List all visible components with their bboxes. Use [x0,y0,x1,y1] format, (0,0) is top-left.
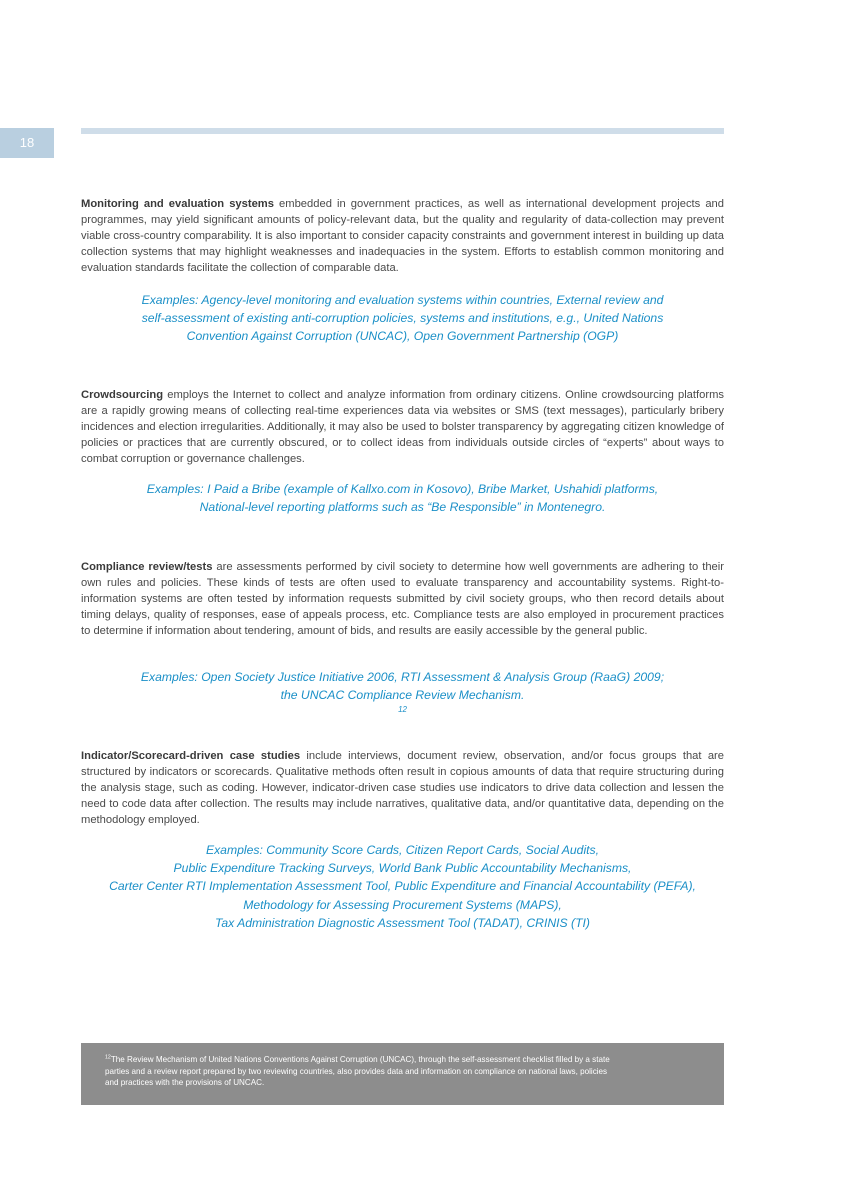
section-body [81,748,724,828]
footnote-line: and practices with the provisions of UNCAC. [105,1078,265,1088]
examples-block [81,291,724,346]
section-text: are assessments performed by civil society to determine how well governments are adhering to their own rules and policies. These kinds of tests are often used to evaluate transparency and accountability systems. Right-to-information systems are often tested by information requests submitted by civil society groups, who then record details about timing delays, quality of responses, ease of appeals process, etc. Compliance tests are also employed in procurement practices to determine if information about tendering, amount of bids, and results are easily accessible by the general public. [81,561,724,637]
example-line-text: the UNCAC Compliance Review Mechanism. [280,688,525,703]
header-rule [81,128,724,134]
example-line [81,686,724,722]
footnote-line: parties and a review report prepared by two reviewing countries, also provides data and information on compliance on national laws, policies [105,1066,608,1076]
example-line: Examples: Agency-level monitoring and evaluation systems within countries, External review and [141,293,664,307]
footnote-text: The Review Mechanism of United Nations Conventions Against Corruption (UNCAC), through the self-assessment checklist filled by a state [110,1055,610,1064]
section-body [81,196,724,276]
example-line: Convention Against Corruption (UNCAC), Open Government Partnership (OGP) [186,329,619,344]
example-line: Examples: Open Society Justice Initiative 2006, RTI Assessment & Analysis Group (RaaG) 2009; [140,670,665,684]
section-term: Monitoring and evaluation systems [81,198,274,210]
examples-compliance-review [81,668,724,723]
example-line: National-level reporting platforms such as “Be Responsible” in Montenegro. [199,500,606,515]
section-indicator-scorecard [81,748,724,828]
section-term: Indicator/Scorecard-driven case studies [81,750,301,762]
example-line: self-assessment of existing anti-corruption policies, systems and institutions, e.g., United Nations [141,311,664,326]
example-line: Tax Administration Diagnostic Assessment Tool (TADAT), CRINIS (TI) [215,915,590,930]
example-line: Public Expenditure Tracking Surveys, World Bank Public Accountability Mechanisms, [173,861,632,876]
page-number: 18 [0,128,54,158]
examples-block [81,668,724,723]
section-text: include interviews, document review, observation, and/or focus groups that are structured by indicators or scorecards. Qualitative methods often result in copious amounts of data that require structuring during the analysis stage, such as coding. However, indicator-driven case studies use indicators to drive data collection and lessen the need to code data after collection. The results may include narratives, qualitative data, and/or quantitative data, depending on the methodology employed. [81,750,724,826]
footnote-line [105,1054,700,1066]
examples-crowdsourcing [81,480,724,516]
example-line: Examples: Community Score Cards, Citizen Report Cards, Social Audits, [205,843,600,857]
example-line: Examples: I Paid a Bribe (example of Kallxo.com in Kosovo), Bribe Market, Ushahidi platforms, [146,482,659,496]
section-crowdsourcing [81,387,724,467]
section-text: embedded in government practices, as well as international development projects and programmes, may yield significant amounts of policy-relevant data, but the quality and regularity of data-collection may prevent viable cross-country comparability. It is also important to consider capacity constraints and government interest in building up data collection systems that may highlight weaknesses and inadequacies in the system. Efforts to establish common monitoring and evaluation standards facilitate the collection of comparable data. [81,198,724,274]
example-line: Methodology for Assessing Procurement Systems (MAPS), [243,897,562,912]
examples-block [81,480,724,516]
section-text: employs the Internet to collect and analyze information from ordinary citizens. Online crowdsourcing platforms are a rapidly growing means of collecting real-time experiences data via websites or SMS (text messages), particularly bribery incidences and election irregularities. Additionally, it may also be used to bolster transparency by aggregating citizen knowledge of policies or practices that are currently obscured, or to collect ideas from individuals outside circles of “experts” about ways to combat corruption or governance challenges. [81,389,724,465]
section-term: Crowdsourcing [81,389,164,401]
section-compliance-review [81,559,724,639]
section-monitoring-evaluation [81,196,724,276]
examples-block [81,841,724,932]
examples-indicator-scorecard [81,841,724,932]
section-body [81,387,724,467]
examples-monitoring-evaluation [81,291,724,346]
footnote-box [81,1043,724,1105]
section-body [81,559,724,639]
footnote-ref[interactable]: 12 [398,705,407,715]
example-line: Carter Center RTI Implementation Assessment Tool, Public Expenditure and Financial Accountability (PEFA), [109,879,696,894]
section-term: Compliance review/tests [81,561,213,573]
footnote-number: 12 [105,1054,111,1061]
